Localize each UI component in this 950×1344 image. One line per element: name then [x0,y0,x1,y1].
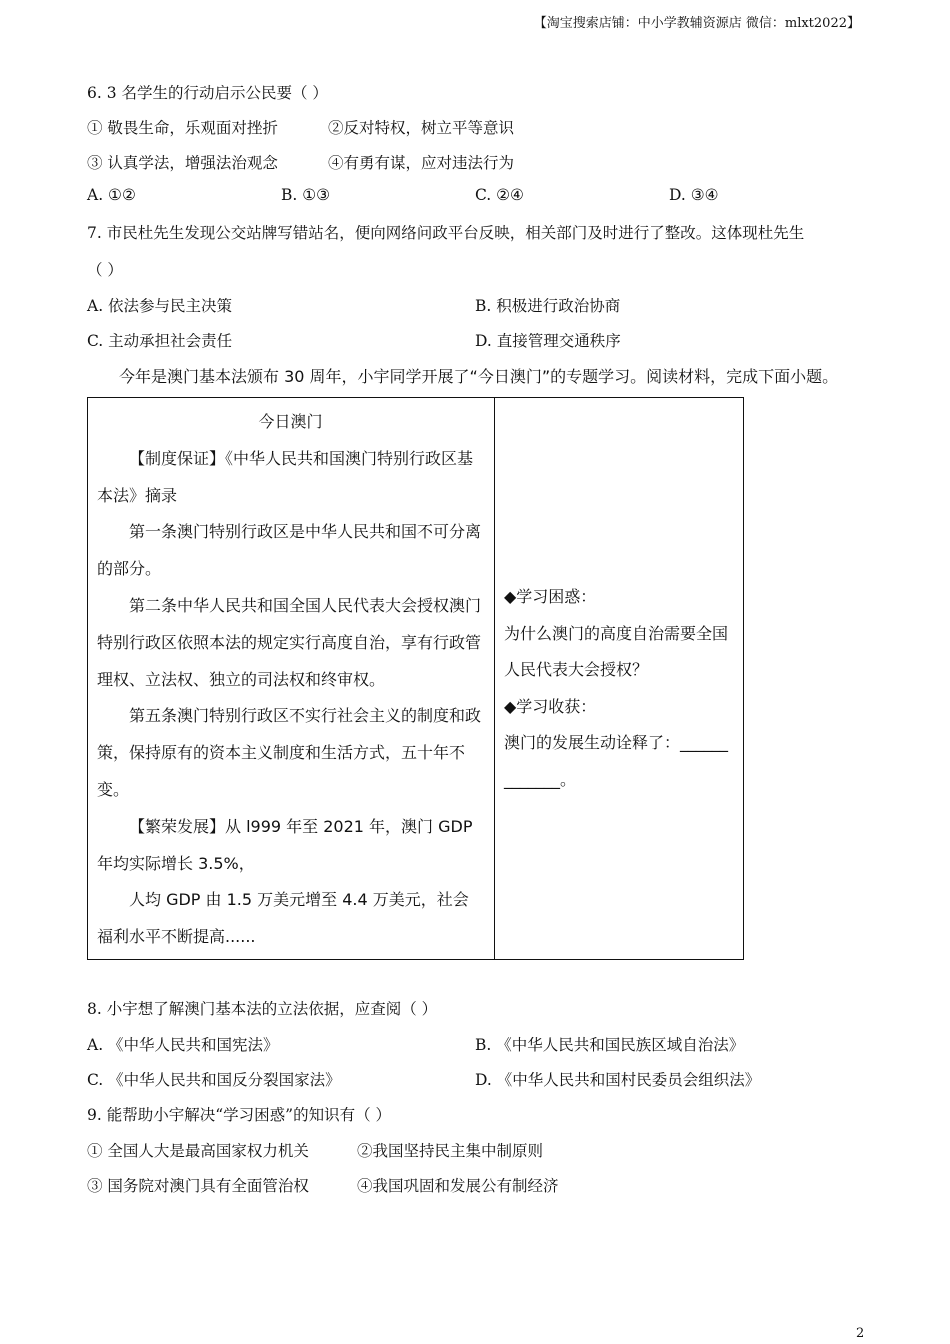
q6-option-c[interactable]: C. ②④ [475,186,524,204]
material-table [87,397,744,960]
material-prosperity: 【繁荣发展】从 l999 年至 2021 年，澳门 GDP 年均实际增长 3.5%， [97,816,473,873]
q6-statement-3: ③ 认真学法，增强法治观念 [87,154,278,172]
q9-statement-3: ③ 国务院对澳门具有全面管治权 [87,1177,309,1195]
question-7-stem: 7. 市民杜先生发现公交站牌写错站名，便向网络问政平台反映，相关部门及时进行了整改。这体现杜先生 [87,224,805,242]
q8-option-b[interactable]: B. 《中华人民共和国民族区域自治法》 [475,1036,745,1054]
question-8-stem: 8. 小宇想了解澳门基本法的立法依据，应查阅（ ） [87,1000,438,1018]
q6-statement-1: ① 敬畏生命，乐观面对挫折 [87,119,278,137]
material-system-guarantee: 【制度保证】《中华人民共和国澳门特别行政区基本法》摘录 [97,448,474,505]
question-6-stem: 6. 3 名学生的行动启示公民要（ ） [87,84,328,102]
material-left-cell [88,398,495,960]
material-right-cell [495,398,744,960]
q7-option-c[interactable]: C. 主动承担社会责任 [87,332,233,350]
page-header: 【淘宝搜索店铺：中小学教辅资源店 微信：mlxt2022】 [533,16,860,31]
material-article-5: 第五条澳门特别行政区不实行社会主义的制度和政策，保持原有的资本主义制度和生活方式，五十年不变。 [97,706,482,799]
q7-option-a[interactable]: A. 依法参与民主决策 [87,297,233,315]
material-gdp-per-capita: 人均 GDP 由 1.5 万美元增至 4.4 万美元，社会福利水平不断提高...... [97,890,469,947]
material-intro: 今年是澳门基本法颁布 30 周年，小宇同学开展了“今日澳门”的专题学习。阅读材料，完成下面小题。 [119,367,839,386]
q8-option-c[interactable]: C. 《中华人民共和国反分裂国家法》 [87,1071,341,1089]
question-7-stem-continued: （ ） [87,261,123,279]
q6-option-b[interactable]: B. ①③ [281,186,331,204]
q8-option-a[interactable]: A. 《中华人民共和国宪法》 [87,1036,279,1054]
page-number: 2 [856,1326,865,1341]
learning-question-text: 为什么澳门的高度自治需要全国人民代表大会授权？ [504,623,729,679]
material-article-1: 第一条澳门特别行政区是中华人民共和国不可分离的部分。 [97,522,482,579]
learning-gain-label: ◆学习收获： [504,696,597,716]
material-article-2: 第二条中华人民共和国全国人民代表大会授权澳门特别行政区依照本法的规定实行高度自治，享有行政管理权、立法权、独立的司法权和终审权。 [97,595,482,689]
q9-statement-4: ④我国巩固和发展公有制经济 [357,1177,559,1195]
q6-option-a[interactable]: A. ①② [87,186,136,204]
q7-option-b[interactable]: B. 积极进行政治协商 [475,297,621,315]
learning-gain-text: 澳门的发展生动诠释了：_____________。 [504,733,729,789]
q9-statement-1: ① 全国人大是最高国家权力机关 [87,1142,309,1160]
q6-statement-2: ②反对特权，树立平等意识 [328,119,515,137]
q8-option-d[interactable]: D. 《中华人民共和国村民委员会组织法》 [475,1071,761,1089]
q6-statement-4: ④有勇有谋，应对违法行为 [328,154,515,172]
learning-question-label: ◆学习困惑： [504,587,597,606]
q7-option-d[interactable]: D. 直接管理交通秩序 [475,332,621,350]
q9-statement-2: ②我国坚持民主集中制原则 [357,1142,544,1160]
q6-option-d[interactable]: D. ③④ [669,186,719,204]
question-9-stem: 9. 能帮助小宇解决“学习困惑”的知识有（ ） [87,1106,391,1124]
material-title: 今日澳门 [258,412,323,431]
